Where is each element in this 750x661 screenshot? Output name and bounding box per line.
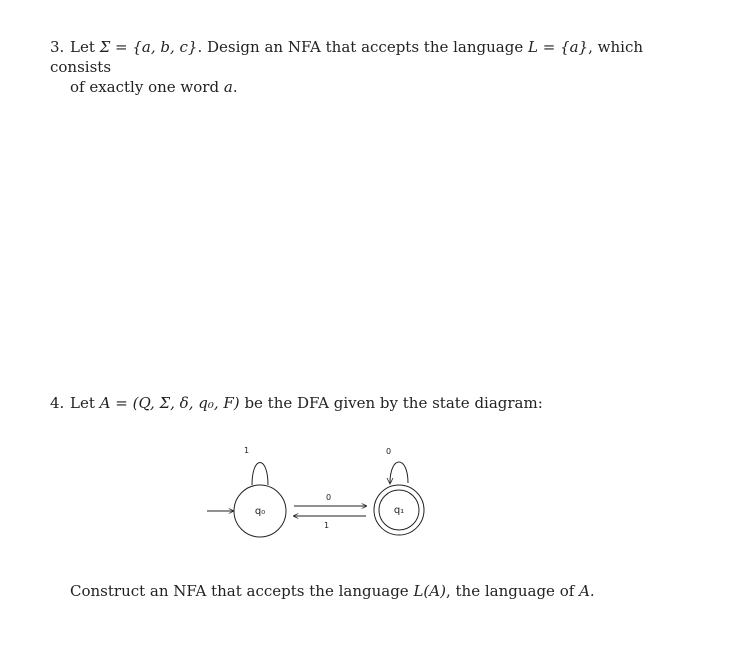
q0-loop-label: 1 bbox=[244, 446, 250, 455]
problem-4-let: Let bbox=[70, 394, 95, 412]
problem-3 bbox=[50, 37, 670, 97]
dfa-state-diagram bbox=[200, 440, 440, 550]
problem-3-period: . bbox=[232, 78, 238, 96]
problem-4 bbox=[50, 393, 670, 413]
problem-3-text-3: of exactly one word bbox=[70, 78, 220, 96]
problem-4-text-1: be the DFA given by the state diagram: bbox=[244, 394, 543, 412]
construct-text: Construct an NFA that accepts the language bbox=[70, 582, 409, 600]
problem-4-number: 4. bbox=[50, 394, 65, 412]
alphabet-definition: Σ = {a, b, c} bbox=[99, 38, 198, 56]
language-definition: L = {a} bbox=[528, 38, 589, 56]
problem-3-line-1 bbox=[50, 37, 670, 77]
problem-3-let: Let bbox=[70, 38, 95, 56]
problem-3-word: a bbox=[223, 78, 233, 96]
automaton-definition: A = (Q, Σ, δ, q₀, F) bbox=[99, 394, 240, 412]
automaton-a: A bbox=[579, 582, 590, 600]
construct-period: . bbox=[589, 582, 595, 600]
transition-q1-q0-label: 1 bbox=[324, 521, 330, 530]
q0-self-loop bbox=[252, 463, 268, 486]
language-of-a: L(A) bbox=[413, 582, 446, 600]
q1-self-loop bbox=[390, 462, 408, 483]
problem-4-instruction bbox=[70, 581, 690, 601]
state-q1-label: q₁ bbox=[393, 505, 405, 516]
transition-q0-q1-label: 0 bbox=[326, 493, 332, 502]
problem-3-number: 3. bbox=[50, 38, 65, 56]
construct-text-2: , the language of bbox=[445, 582, 575, 600]
problem-3-text-1: . Design an NFA that accepts the language bbox=[197, 38, 524, 56]
problem-3-text-2: , which consists bbox=[50, 38, 644, 76]
q1-loop-label: 0 bbox=[386, 447, 392, 456]
state-q0-label: q₀ bbox=[254, 506, 266, 517]
problem-3-line-2 bbox=[50, 77, 670, 97]
